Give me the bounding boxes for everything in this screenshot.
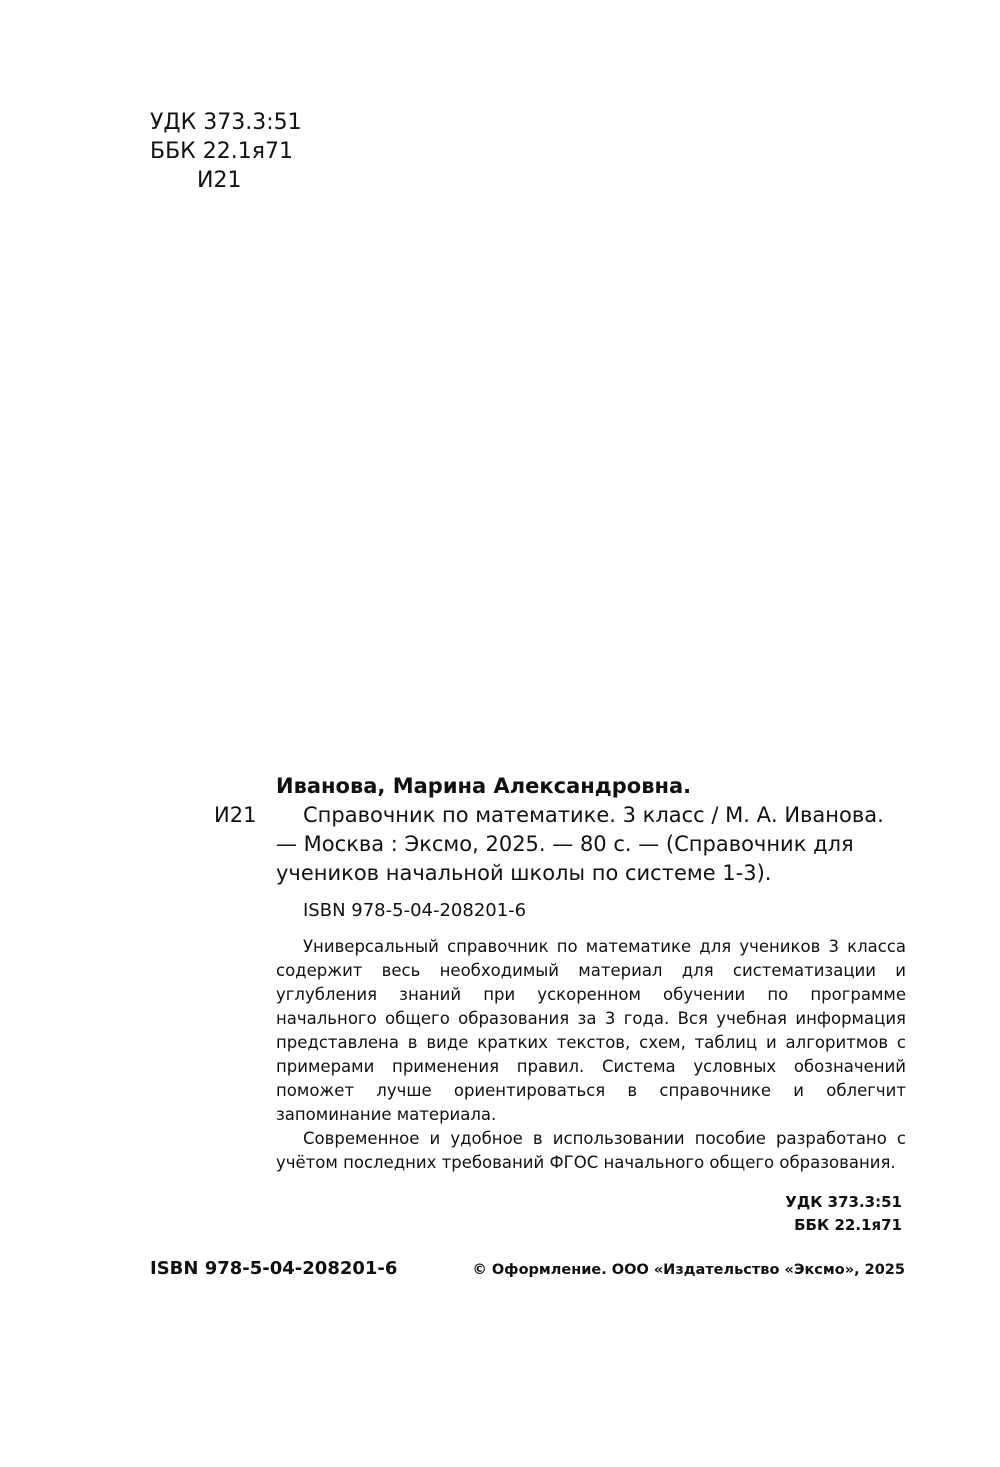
udk-code-bottom: УДК 373.3:51 xyxy=(785,1193,902,1211)
bibliographic-entry xyxy=(214,772,906,1237)
bbk-code: ББК 22.1я71 xyxy=(150,139,294,164)
udk-code: УДК 373.3:51 xyxy=(150,110,302,135)
entry-author-mark: И21 xyxy=(214,803,257,827)
author-name: Иванова, Марина Александровна. xyxy=(276,774,692,798)
classification-codes-top xyxy=(150,108,302,195)
abstract xyxy=(276,935,906,1175)
entry-isbn: ISBN 978-5-04-208201-6 xyxy=(303,900,527,921)
bibliographic-description: Справочник по математике. 3 класс / М. А. Иванова. — Москва : Эксмо, 2025. — 80 с. — (Справочник для учеников начальной школы по системе 1-3). xyxy=(276,803,884,885)
bbk-code-bottom: ББК 22.1я71 xyxy=(794,1216,902,1234)
copyright-notice: © Оформление. ООО «Издательство «Эксмо», 2025 xyxy=(472,1262,905,1278)
classification-codes-bottom xyxy=(276,1191,906,1237)
abstract-paragraph: Универсальный справочник по математике для учеников 3 класса содержит весь необходимый материал для систематизации и углубления знаний при ускоренном обучении по программе начального общего образования за 3 года. Вся учебная информация представлена в виде кратких текстов, схем, таблиц и алгоритмов с примерами применения правил. Система условных обозначений поможет лучше ориентироваться в справочнике и облегчит запоминание материала. xyxy=(276,937,906,1124)
description-block xyxy=(214,801,906,888)
abstract-paragraph: Современное и удобное в использовании пособие разработано с учётом последних требований ФГОС начального общего образования. xyxy=(276,1129,906,1172)
footer-isbn: ISBN 978-5-04-208201-6 xyxy=(150,1258,398,1279)
author-mark: И21 xyxy=(197,168,242,193)
